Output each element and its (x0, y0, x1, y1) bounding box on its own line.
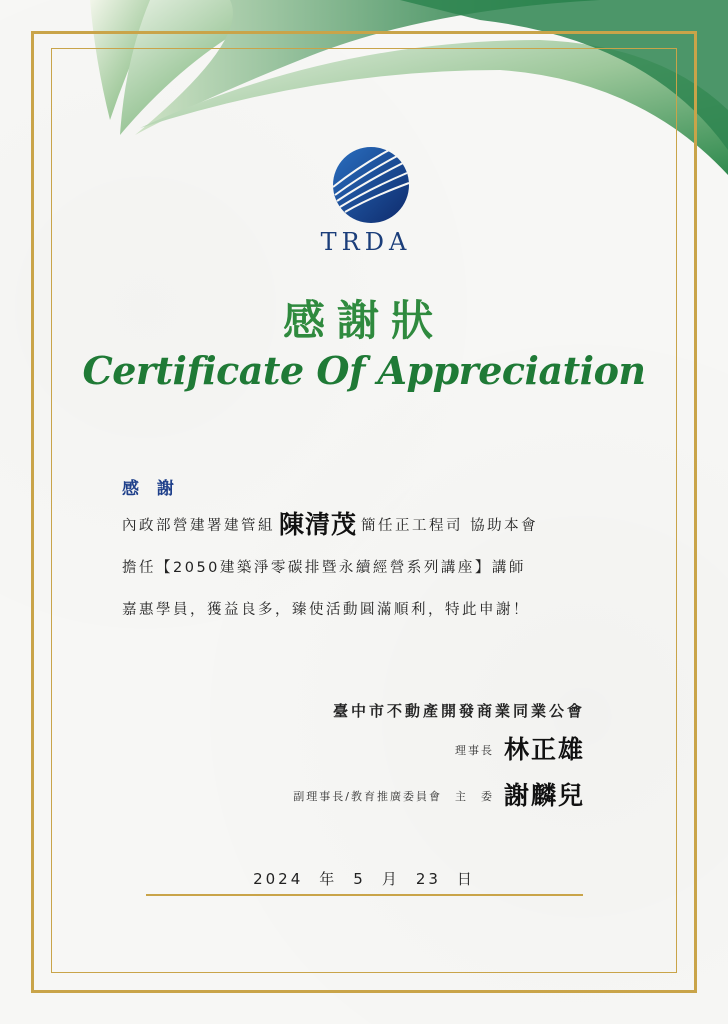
recipient-name: 陳清茂 (279, 510, 358, 539)
signatory-name: 林正雄 (503, 735, 585, 764)
certificate-title-chinese: 感謝狀 (282, 296, 445, 345)
signatory-chairman (455, 730, 585, 766)
body-line-3: 嘉惠學員，獲益良多，臻使活動圓滿順利，特此申謝！ (122, 602, 530, 618)
issue-date (146, 868, 582, 889)
body-line-2: 擔任【2050建築淨零碳排暨永續經營系列講座】講師 (122, 560, 526, 576)
issuer-organization: 臺中市不動產開發商業同業公會 (332, 702, 585, 720)
recipient-affiliation: 內政部營建署建管組 (122, 518, 275, 534)
date-year: 2024 (253, 870, 304, 888)
date-year-unit: 年 (319, 870, 338, 888)
logo-wordmark: TRDA (320, 228, 412, 256)
certificate-title-english: Certificate Of Appreciation (82, 348, 646, 393)
date-day: 23 (415, 870, 441, 888)
signatory-title: 理事長 (454, 744, 494, 757)
body-line-1 (122, 505, 538, 541)
date-day-unit: 日 (456, 870, 475, 888)
date-month-unit: 月 (381, 870, 400, 888)
date-underline (146, 894, 583, 896)
recipient-role: 簡任正工程司 協助本會 (361, 518, 539, 534)
signatory-name: 謝麟兒 (503, 781, 585, 810)
signatory-title: 副理事長/教育推廣委員會 主 委 (293, 790, 494, 803)
signatory-vice-chairman (293, 776, 585, 812)
date-month: 5 (353, 870, 366, 888)
thanks-label: 感 謝 (122, 479, 180, 499)
trda-logo-icon (331, 145, 411, 225)
